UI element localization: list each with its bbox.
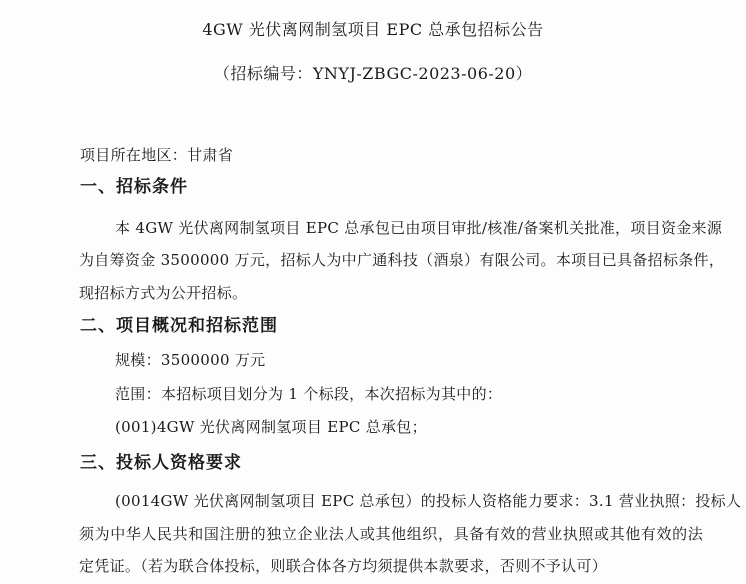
project-scope: 范围：本招标项目划分为 1 个标段，本次招标为其中的：: [115, 385, 503, 403]
project-location: 项目所在地区：甘肃省: [80, 146, 234, 164]
bid-conditions-line-2: 为自筹资金 3500000 万元，招标人为中广通科技（酒泉）有限公司。本项目已具备招标条件，: [79, 251, 725, 269]
bid-number: （招标编号：YNYJ-ZBGC-2023-06-20）: [213, 64, 533, 83]
bid-conditions-line-3: 现招标方式为公开招标。: [79, 284, 248, 302]
project-scale: 规模：3500000 万元: [115, 351, 266, 369]
section-heading-bidder-qualifications: 三、投标人资格要求: [80, 453, 242, 473]
qualification-line-2: 须为中华人民共和国注册的独立企业法人或其他组织，具备有效的营业执照或其他有效的法: [79, 525, 703, 543]
bid-conditions-line-1: 本 4GW 光伏离网制氢项目 EPC 总承包已由项目审批/核准/备案机关批准，项目资金来源: [115, 219, 723, 237]
qualification-line-1: (0014GW 光伏离网制氢项目 EPC 总承包）的投标人资格能力要求：3.1 营业执照：投标人: [115, 492, 742, 510]
qualification-line-3: 定凭证。（若为联合体投标，则联合体各方均须提供本款要求，否则不予认可）: [79, 557, 608, 575]
document-title: 4GW 光伏离网制氢项目 EPC 总承包招标公告: [202, 20, 544, 39]
section-heading-bid-conditions: 一、招标条件: [80, 177, 188, 197]
section-heading-project-overview: 二、项目概况和招标范围: [80, 316, 278, 336]
lot-item: (001)4GW 光伏离网制氢项目 EPC 总承包；: [115, 418, 427, 436]
